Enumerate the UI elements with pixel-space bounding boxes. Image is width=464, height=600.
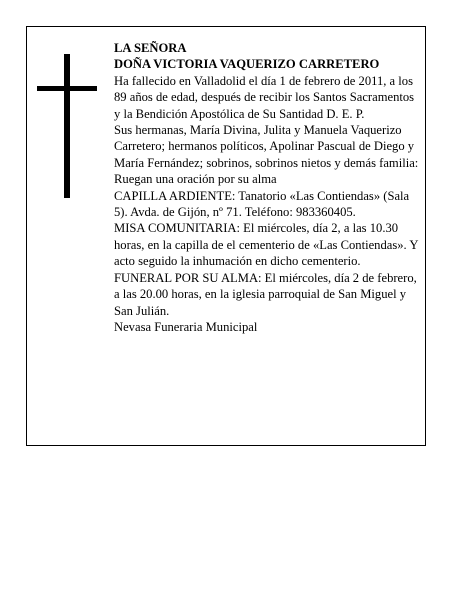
chapel-info: CAPILLA ARDIENTE: Tanatorio «Las Contiendas» (Sala 5). Avda. de Gijón, nº 71. Teléfono: 983360405. (114, 188, 410, 220)
cross-vertical-bar (64, 54, 70, 198)
notice-text (114, 40, 422, 335)
prayer-request: Ruegan una oración por su alma (114, 172, 277, 187)
funeral-info: FUNERAL POR SU ALMA: El miércoles, día 2 de febrero, a las 20.00 horas, en la iglesia parroquial de San Miguel y San Julián. (114, 270, 417, 318)
deceased-name: DOÑA VICTORIA VAQUERIZO CARRETERO (114, 57, 380, 72)
obituary-notice (26, 26, 426, 446)
mass-info: MISA COMUNITARIA: El miércoles, día 2, a las 10.30 horas, en la capilla de el cementerio de «Las Contiendas». Y acto seguido la inhumación en dicho cementerio. (114, 221, 419, 269)
notice-title: LA SEÑORA (114, 41, 187, 55)
funeral-home: Nevasa Funeraria Municipal (114, 319, 258, 334)
family-list: Sus hermanas, María Divina, Julita y Manuela Vaquerizo Carretero; hermanos políticos, Apolinar Pascual de Diego y María Fernández; sobrinos, sobrinos nietos y demás familia: (114, 123, 419, 170)
cross-horizontal-bar (37, 86, 97, 91)
cross-icon (37, 54, 97, 198)
death-announcement: Ha fallecido en Valladolid el día 1 de febrero de 2011, a los 89 años de edad, después de recibir los Santos Sacramentos y la Bendición Apostólica de Su Santidad D. E. P. (114, 73, 415, 121)
